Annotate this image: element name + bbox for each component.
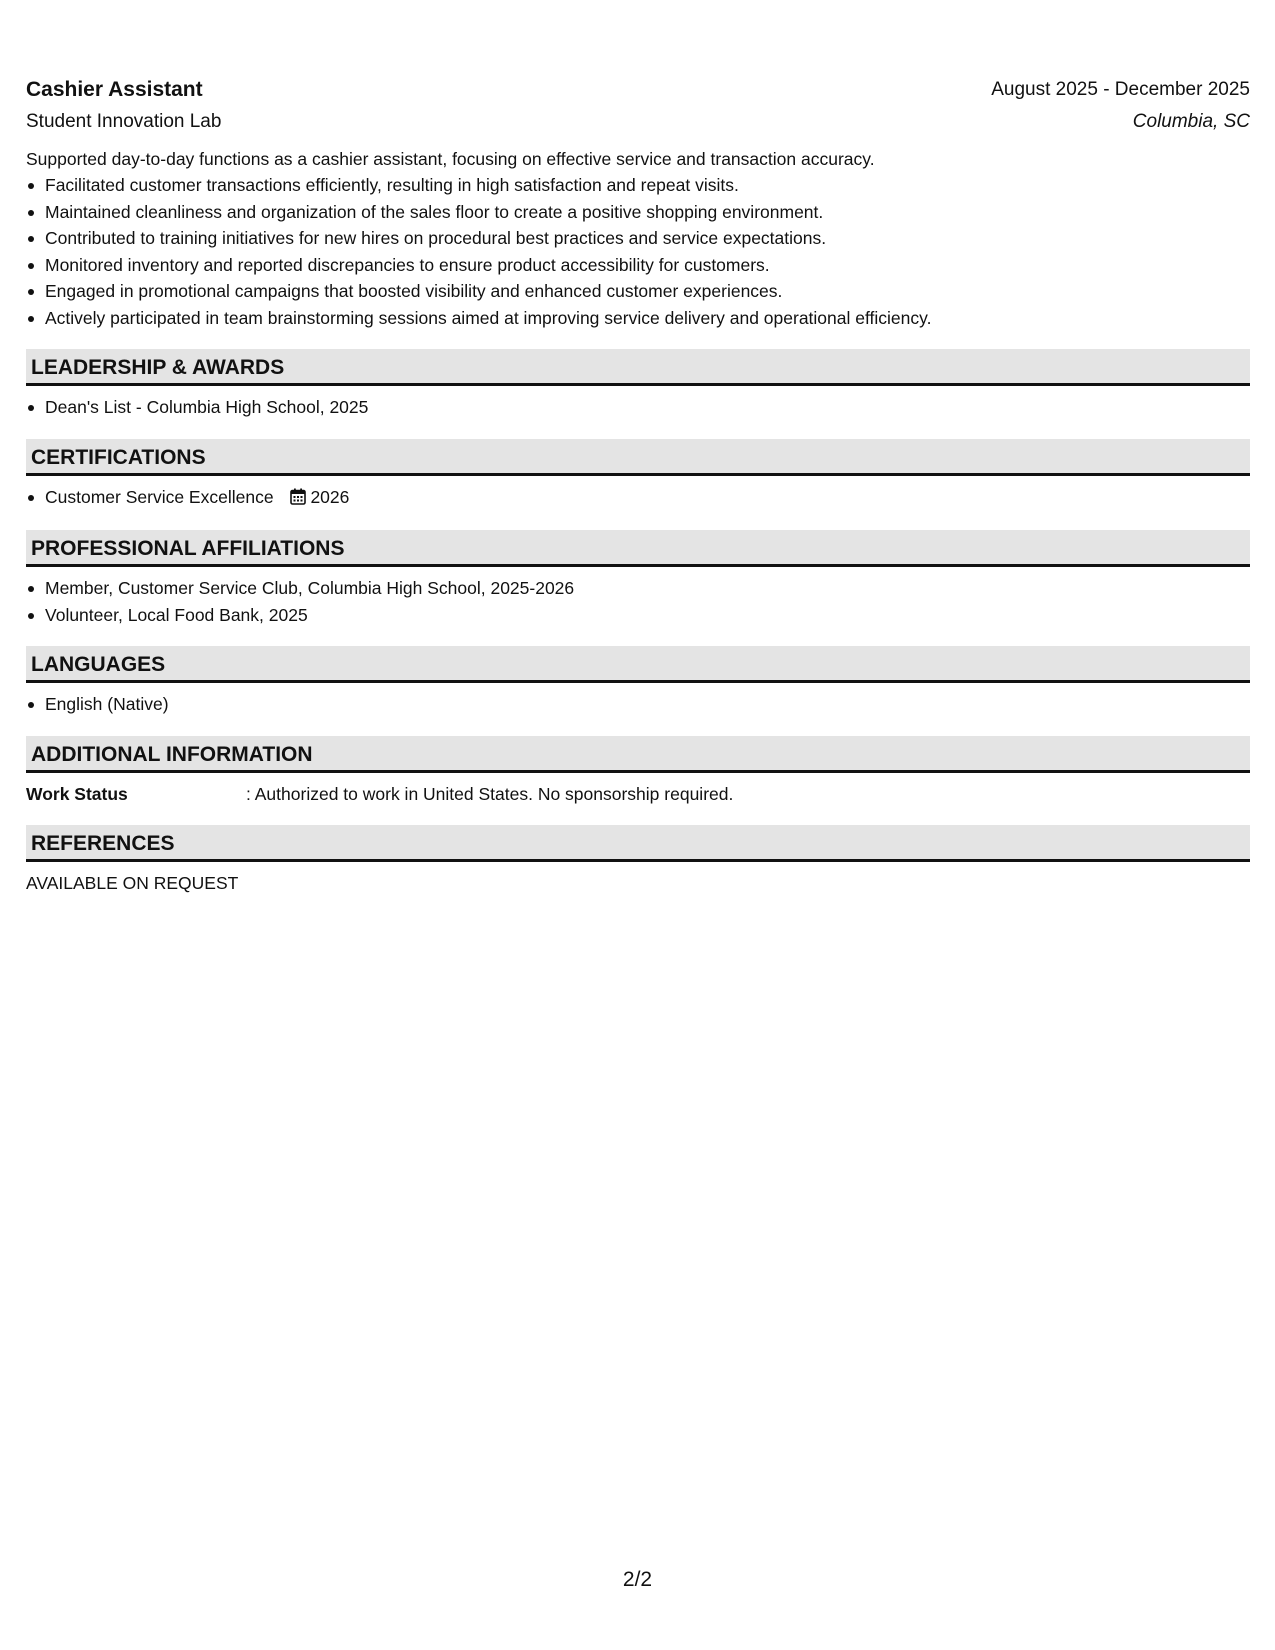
languages-list [26, 691, 1250, 718]
affiliation-item: Member, Customer Service Club, Columbia High School, 2025-2026 [26, 575, 1250, 602]
job-bullet: Engaged in promotional campaigns that boosted visibility and enhanced customer experiences. [26, 278, 1250, 305]
work-status-row [26, 781, 1250, 807]
certification-item [26, 484, 1250, 513]
job-title: Cashier Assistant [26, 78, 203, 101]
job-summary: Supported day-to-day functions as a cashier assistant, focusing on effective service and transaction accuracy. [26, 149, 875, 169]
work-status-value: : Authorized to work in United States. No sponsorship required. [246, 783, 734, 804]
job-bullet: Actively participated in team brainstorming sessions aimed at improving service delivery and operational efficiency. [26, 305, 1250, 332]
certifications-list [26, 484, 1250, 513]
section-header-languages: LANGUAGES [26, 646, 1250, 683]
references-text: AVAILABLE ON REQUEST [26, 872, 239, 893]
experience-entry-header [26, 76, 1250, 138]
job-bullet: Facilitated customer transactions efficiently, resulting in high satisfaction and repeat visits. [26, 172, 1250, 199]
job-bullet: Maintained cleanliness and organization of the sales floor to create a positive shopping environment. [26, 199, 1250, 226]
leadership-list [26, 394, 1250, 421]
job-bullet-list [26, 172, 1250, 331]
certification-year: 2026 [310, 486, 350, 507]
certification-name: Customer Service Excellence [45, 486, 274, 507]
job-bullet: Monitored inventory and reported discrepancies to ensure product accessibility for customers. [26, 252, 1250, 279]
work-status-label: Work Status [26, 783, 128, 804]
section-header-additional-information: ADDITIONAL INFORMATION [26, 736, 1250, 773]
section-header-references: REFERENCES [26, 825, 1250, 862]
affiliations-list [26, 575, 1250, 628]
language-item: English (Native) [26, 691, 1250, 718]
affiliation-item: Volunteer, Local Food Bank, 2025 [26, 602, 1250, 629]
job-location: Columbia, SC [1132, 111, 1250, 132]
calendar-icon [290, 486, 306, 513]
leadership-item: Dean's List - Columbia High School, 2025 [26, 394, 1250, 421]
job-bullet: Contributed to training initiatives for new hires on procedural best practices and service expectations. [26, 225, 1250, 252]
resume-page [26, 0, 1250, 896]
section-header-affiliations: PROFESSIONAL AFFILIATIONS [26, 530, 1250, 567]
job-company: Student Innovation Lab [26, 111, 222, 132]
page-number: 2/2 [622, 1568, 653, 1591]
section-header-leadership: LEADERSHIP & AWARDS [26, 349, 1250, 386]
job-dates: August 2025 - December 2025 [991, 79, 1250, 100]
section-header-certifications: CERTIFICATIONS [26, 439, 1250, 476]
